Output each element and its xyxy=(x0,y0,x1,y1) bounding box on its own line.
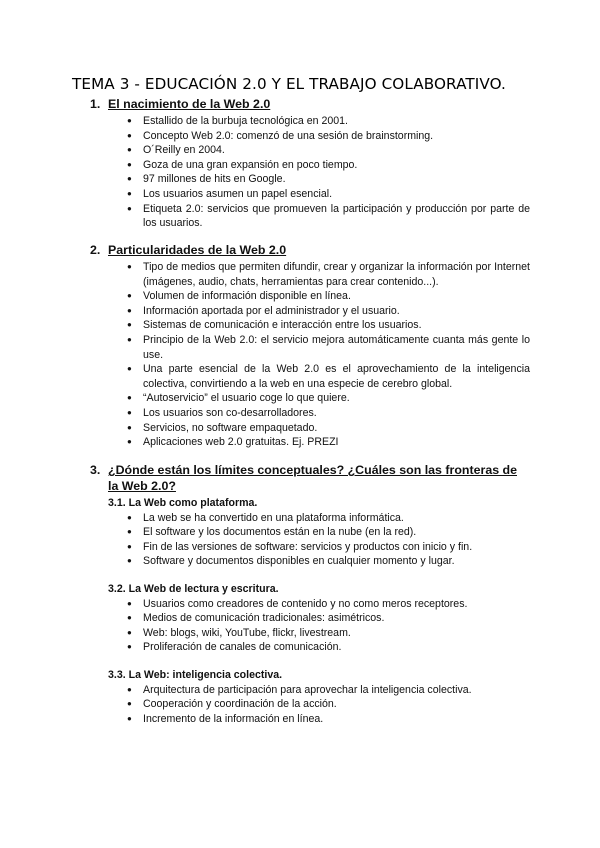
section-heading xyxy=(90,96,530,112)
list-item: ● Los usuarios son co-desarrolladores. xyxy=(90,406,530,421)
section-title: El nacimiento de la Web 2.0 xyxy=(108,97,271,111)
list-item: ● Cooperación y coordinación de la acción. xyxy=(90,697,530,712)
list-item: ● Fin de las versiones de software: servicios y productos con inicio y fin. xyxy=(90,540,530,555)
subsection-3-3 xyxy=(90,668,530,726)
section-number: 3. xyxy=(90,463,101,477)
section-2 xyxy=(90,242,530,450)
section-3 xyxy=(90,462,530,726)
list-item: ● Web: blogs, wiki, YouTube, flickr, livestream. xyxy=(90,626,530,641)
list-item: ● 97 millones de hits en Google. xyxy=(90,172,530,187)
list-item: ● Goza de una gran expansión en poco tiempo. xyxy=(90,158,530,173)
list-item: ● “Autoservicio” el usuario coge lo que quiere. xyxy=(90,391,530,406)
bullet-list xyxy=(90,114,530,231)
list-item: ● Incremento de la información en línea. xyxy=(90,712,530,727)
list-item: ● Una parte esencial de la Web 2.0 es el aprovechamiento de la inteligencia colectiva, convirtiendo a la web en una especie de cerebro global. xyxy=(90,362,530,391)
subsection-title: 3.1. La Web como plataforma. xyxy=(108,497,258,509)
list-item: ● O´Reilly en 2004. xyxy=(90,143,530,158)
list-item: ● El software y los documentos están en la nube (en la red). xyxy=(90,525,530,540)
section-number: 1. xyxy=(90,97,101,111)
list-item: ● Servicios, no software empaquetado. xyxy=(90,421,530,436)
subsection-3-2 xyxy=(90,582,530,655)
list-item: ● Los usuarios asumen un papel esencial. xyxy=(90,187,530,202)
page-title: TEMA 3 - EDUCACIÓN 2.0 Y EL TRABAJO COLABORATIVO. xyxy=(72,75,506,93)
list-item: ● Sistemas de comunicación e interacción entre los usuarios. xyxy=(90,318,530,333)
section-title: Particularidades de la Web 2.0 xyxy=(108,243,287,257)
list-item: ● Etiqueta 2.0: servicios que promueven la participación y producción por parte de los usuarios. xyxy=(90,202,530,231)
list-item: ● Principio de la Web 2.0: el servicio mejora automáticamente cuanta más gente lo use. xyxy=(90,333,530,362)
section-heading xyxy=(90,462,530,494)
list-item: ● Concepto Web 2.0: comenzó de una sesión de brainstorming. xyxy=(90,129,530,144)
bullet-list xyxy=(90,683,530,727)
list-item: ● La web se ha convertido en una plataforma informática. xyxy=(90,511,530,526)
list-item: ● Usuarios como creadores de contenido y no como meros receptores. xyxy=(90,597,530,612)
list-item: ● Arquitectura de participación para aprovechar la inteligencia colectiva. xyxy=(90,683,530,698)
section-heading xyxy=(90,242,530,258)
subsection-3-1 xyxy=(90,496,530,569)
list-item: ● Tipo de medios que permiten difundir, crear y organizar la información por Internet (imágenes, audio, chats, herramientas para crear contenido...). xyxy=(90,260,530,289)
bullet-list xyxy=(90,511,530,569)
list-item: ● Proliferación de canales de comunicación. xyxy=(90,640,530,655)
list-item: ● Medios de comunicación tradicionales: asimétricos. xyxy=(90,611,530,626)
section-title: ¿Dónde están los límites conceptuales? ¿Cuáles son las fronteras de la Web 2.0? xyxy=(108,463,517,493)
list-item: ● Información aportada por el administrador y el usuario. xyxy=(90,304,530,319)
section-1 xyxy=(90,96,530,231)
list-item: ● Volumen de información disponible en línea. xyxy=(90,289,530,304)
bullet-list xyxy=(90,260,530,450)
list-item: ● Software y documentos disponibles en cualquier momento y lugar. xyxy=(90,554,530,569)
subsection-title: 3.3. La Web: inteligencia colectiva. xyxy=(108,668,283,681)
list-item: ● Aplicaciones web 2.0 gratuitas. Ej. PREZI xyxy=(90,435,530,450)
section-number: 2. xyxy=(90,243,101,257)
list-item: ● Estallido de la burbuja tecnológica en 2001. xyxy=(90,114,530,129)
subsection-title: 3.2. La Web de lectura y escritura. xyxy=(108,582,279,595)
bullet-list xyxy=(90,597,530,655)
